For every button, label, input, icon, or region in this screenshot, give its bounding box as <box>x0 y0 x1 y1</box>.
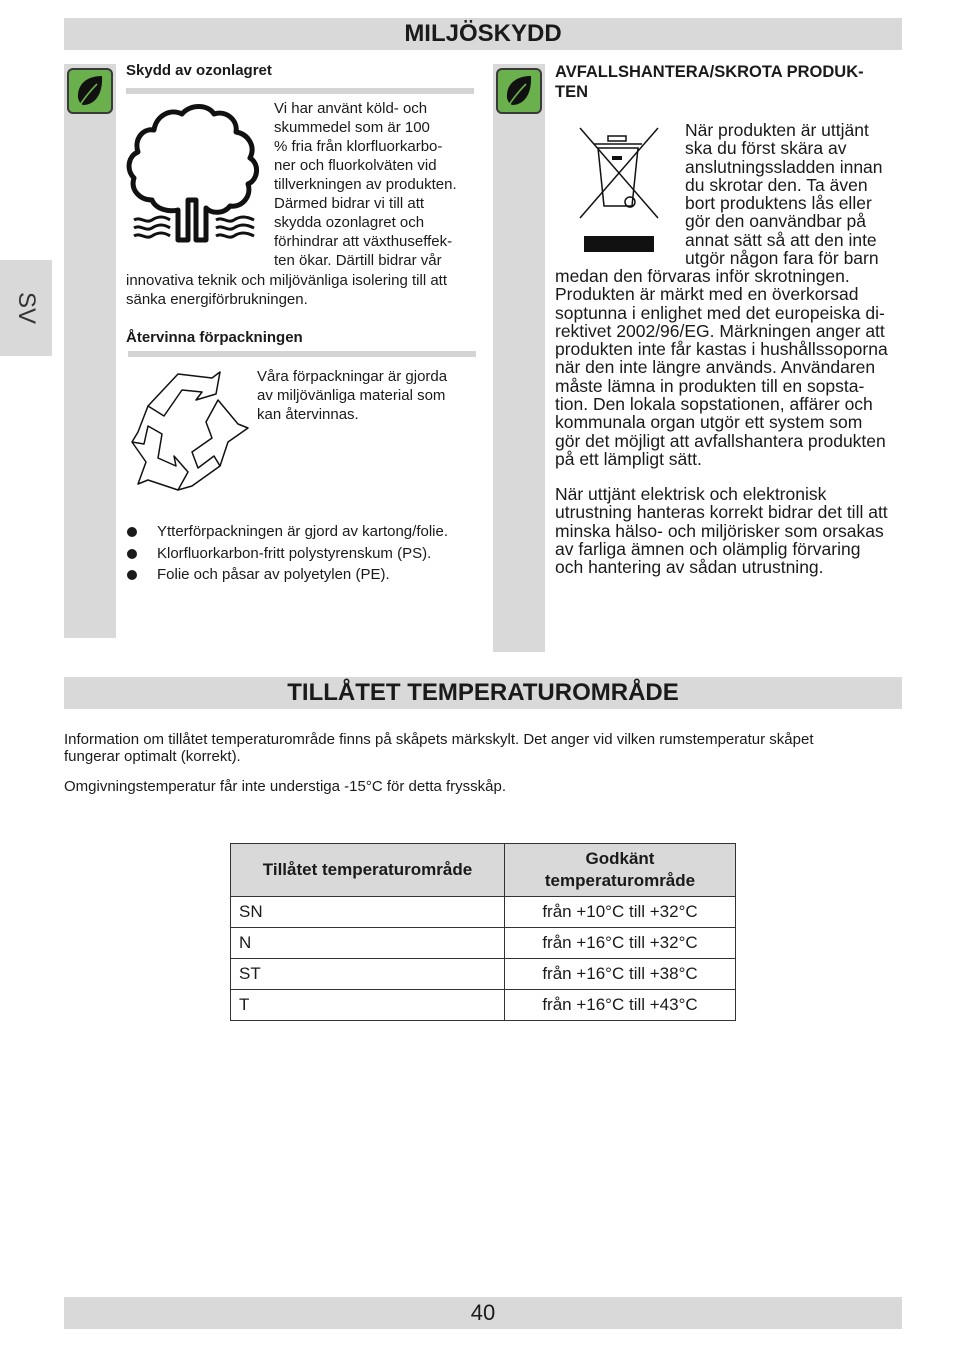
disposal-text <box>685 121 905 267</box>
disposal-para2-line: av farliga ämnen och olämplig förvaring <box>555 538 861 559</box>
disposal-cont-line: kommunala organ utgör ett system som <box>555 412 863 433</box>
ozone-heading: Skydd av ozonlagret <box>126 62 272 79</box>
recycle-text <box>257 367 477 424</box>
recycle-rule <box>128 351 476 357</box>
disposal-para2 <box>555 485 905 576</box>
recycle-heading: Återvinna förpackningen <box>126 329 303 346</box>
leaf-icon <box>67 68 113 114</box>
disposal-cont-line: tion. Den lokala sopstationen, affärer och <box>555 394 873 415</box>
miljo-header-bar <box>64 18 902 50</box>
ozone-cont-line: sänka energiförbrukningen. <box>126 291 308 308</box>
ozone-text <box>274 99 474 270</box>
language-tab <box>0 260 52 356</box>
ozone-cont-line: innovativa teknik och miljövänliga isolering till att <box>126 272 447 289</box>
temp-para1-line: Information om tillåtet temperaturområde finns på skåpets märkskylt. Det anger vid vilken rumstemperatur skåpet <box>64 731 814 748</box>
language-tab-label: SV <box>13 291 40 325</box>
disposal-heading-line: AVFALLSHANTERA/SKROTA PRODUK- <box>555 63 864 81</box>
disposal-cont-line: medan den förvaras inför skrotningen. <box>555 266 850 286</box>
range-cell: från +10°C till +32°C <box>505 897 736 928</box>
disposal-cont-line: produkten inte får kastas i hushållssoporna <box>555 339 888 360</box>
ozone-line: ten ökar. Därtill bidrar vår <box>274 252 442 269</box>
leaf-icon <box>496 68 542 114</box>
range-cell: från +16°C till +38°C <box>505 959 736 990</box>
temp-paragraph-1 <box>64 731 904 765</box>
table-row <box>231 990 736 1021</box>
ozone-line: skummedel som är 100 <box>274 119 430 136</box>
disposal-line: gör den oanvändbar på <box>685 211 866 232</box>
ozone-line: % fria från klorfluorkarbo- <box>274 138 443 155</box>
range-cell: från +16°C till +43°C <box>505 990 736 1021</box>
ozone-line: Vi har använt köld- och <box>274 100 428 117</box>
column-header-range-line: Godkänt <box>585 849 655 868</box>
temp-header-bar <box>64 677 902 709</box>
ozone-line: skydda ozonlagret och <box>274 214 425 231</box>
crossed-bin-icon-svg <box>578 126 660 254</box>
temp-para1-line: fungerar optimalt (korrekt). <box>64 748 241 765</box>
tree-icon-svg <box>126 100 262 246</box>
temp-paragraph-2: Omgivningstemperatur får inte understiga -15°C för detta frysskåp. <box>64 778 507 795</box>
column-header-range <box>505 844 736 897</box>
disposal-cont-line: måste lämna in produkten till en sopsta- <box>555 375 865 396</box>
right-column-gutter <box>493 64 545 652</box>
miljo-title: MILJÖSKYDD <box>404 20 562 47</box>
ozone-text-continued <box>126 271 476 309</box>
recycle-line: kan återvinnas. <box>257 406 359 423</box>
disposal-line: annat sätt så att den inte <box>685 229 877 250</box>
recycle-line: av miljövänliga material som <box>257 387 446 404</box>
ozone-line: ner och fluorkolväten vid <box>274 157 437 174</box>
footer-bar <box>64 1297 902 1329</box>
disposal-line: När produkten är uttjänt <box>685 120 869 140</box>
leaf-icon-svg <box>498 70 540 112</box>
disposal-line: bort produktens lås eller <box>685 193 872 214</box>
disposal-para2-line: och hantering av sådan utrustning. <box>555 557 824 578</box>
ozone-line: förhindrar att växthuseffek- <box>274 233 453 250</box>
column-header-class: Tillåtet temperaturområde <box>231 844 505 897</box>
disposal-heading-line: TEN <box>555 83 588 101</box>
disposal-line: anslutningssladden innan <box>685 156 883 177</box>
table-row <box>231 928 736 959</box>
disposal-cont-line: när den inte längre används. Användaren <box>555 357 876 378</box>
table-row <box>231 897 736 928</box>
disposal-line: du skrotar den. Ta även <box>685 174 868 195</box>
crossed-bin-icon <box>578 126 660 254</box>
disposal-heading <box>555 62 905 102</box>
disposal-cont-line: rektivet 2002/96/EG. Märkningen anger att <box>555 320 885 341</box>
recycle-line: Våra förpackningar är gjorda <box>257 368 448 385</box>
disposal-para2-line: När uttjänt elektrisk och elektronisk <box>555 484 827 504</box>
ozone-line: Därmed bidrar vi till att <box>274 195 425 212</box>
climate-class-cell: ST <box>231 959 505 990</box>
disposal-para2-line: minska hälso- och miljörisker som orsakas <box>555 520 884 541</box>
climate-class-cell: N <box>231 928 505 959</box>
disposal-cont-line: soptunna i enlighet med det europeiska di- <box>555 302 885 323</box>
range-cell: från +16°C till +32°C <box>505 928 736 959</box>
table-header-row <box>231 844 736 897</box>
leaf-icon-svg <box>69 70 111 112</box>
left-column-gutter <box>64 64 116 638</box>
page-number: 40 <box>470 1300 496 1325</box>
recycle-icon <box>126 370 252 494</box>
ozone-rule <box>126 88 474 94</box>
table-row <box>231 959 736 990</box>
disposal-cont-line: gör det möjligt att avfallshantera produkten <box>555 430 886 451</box>
disposal-cont-line: Produkten är märkt med en överkorsad <box>555 284 859 305</box>
ozone-line: tillverkningen av produkten. <box>274 176 457 193</box>
climate-class-cell: SN <box>231 897 505 928</box>
list-item: Ytterförpackningen är gjord av kartong/folie. <box>126 521 476 543</box>
climate-class-cell: T <box>231 990 505 1021</box>
disposal-cont-line: på ett lämpligt sätt. <box>555 448 702 469</box>
recycle-icon-svg <box>126 370 252 494</box>
disposal-para2-line: utrustning hanteras korrekt bidrar det till att <box>555 502 888 523</box>
temperature-table <box>230 843 736 1021</box>
temp-title: TILLÅTET TEMPERATUROMRÅDE <box>287 679 679 706</box>
list-item: Klorfluorkarbon-fritt polystyrenskum (PS). <box>126 543 476 565</box>
column-header-range-line: temperaturområde <box>544 871 696 890</box>
disposal-text-continued <box>555 267 905 468</box>
tree-icon <box>126 100 262 246</box>
disposal-line: utgör någon fara för barn <box>685 248 879 269</box>
disposal-line: ska du först skära av <box>685 138 847 159</box>
list-item: Folie och påsar av polyetylen (PE). <box>126 564 476 586</box>
recycle-bullet-list <box>126 521 476 586</box>
